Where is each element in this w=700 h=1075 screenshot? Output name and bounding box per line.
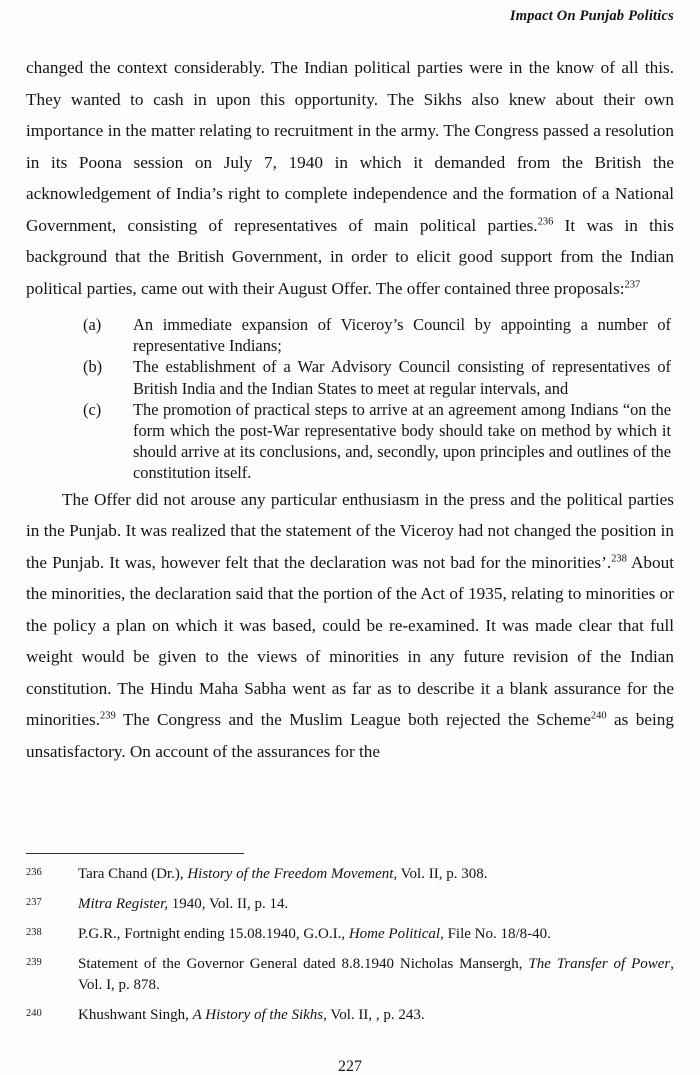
paragraph-2-text-part-1: The Offer did not arouse any particular enthusiasm in the press and the political parties in the Punjab. It was realized that the statement of the Viceroy had not changed the position in the Punjab. It was, however felt that the declaration was not bad for the minorities’. [26,489,674,572]
paragraph-1-text-part-2: It was in this background that the British Government, in order to elicit good support from the Indian political parties, came out with their August Offer. The offer contained three proposals: [26,215,674,298]
proposal-item-c [83,399,671,484]
proposal-text-c: The promotion of practical steps to arrive at an agreement among Indians “on the form which the post-War representative body should take on method by which it should arrive at its conclusions, and, secondly, upon principles and outlines of the constitution itself. [133,399,671,483]
proposal-item-a [83,314,671,356]
proposal-item-b [83,356,671,398]
footnote-text-240 [78,1005,674,1026]
proposal-text-a: An immediate expansion of Viceroy’s Council by appointing a number of representative Indians; [133,315,671,356]
footnote-239-pre: Statement of the Governor General dated 8.8.1940 Nicholas Mansergh, [78,956,529,972]
footnote-240 [26,1005,674,1026]
footnote-ref-236[interactable]: 236 [537,215,554,227]
paragraph-1-text-part-1: changed the context considerably. The Indian political parties were in the know of all this. They wanted to cash in upon this opportunity. The Sikhs also knew about their own importance in the matter relating to recruitment in the army. The Congress passed a resolution in its Poona session on July 7, 1940 in which it demanded from the British the acknowledgement of India’s right to complete independence and the formation of a National Government, consisting of representatives of main political parties. [26,58,674,235]
paragraph-2-text-part-3: The Congress and the Muslim League both rejected the Scheme [115,710,591,730]
footnote-text-238 [78,924,674,945]
footnote-number-239: 239 [26,957,42,968]
page-number: 227 [338,1058,362,1075]
footnote-number-238: 238 [26,927,42,938]
footnote-text-237 [78,894,674,915]
proposal-list [83,314,671,484]
footnote-number-237: 237 [26,897,42,908]
footnote-237-post: 1940, Vol. II, p. 14. [168,896,289,912]
footnote-ref-240[interactable]: 240 [590,710,607,722]
footnote-list [26,864,674,1035]
body-paragraph-1 [26,52,674,304]
proposal-text-b: The establishment of a War Advisory Council consisting of representatives of British India and the Indian States to meet at regular intervals, and [133,357,671,398]
footnote-separator-rule [26,853,244,854]
footnote-number-236: 236 [26,867,42,878]
footnote-236-pre: Tara Chand (Dr.), [78,866,188,882]
footnote-240-pre: Khushwant Singh, [78,1007,193,1023]
footnote-236-post: , Vol. II, p. 308. [393,866,488,882]
footnote-240-title: A History of the Sikhs, [192,1007,327,1023]
footnote-236-title: History of the Freedom Movement [187,866,394,882]
footnote-238-post: , File No. 18/8-40. [440,926,551,942]
paragraph-2-text-part-4: as being unsatisfactory. On account of the assurances for the [26,710,674,761]
footnote-ref-237[interactable]: 237 [624,278,641,290]
proposal-label-c: (c) [83,399,102,419]
body-paragraph-2 [26,484,674,768]
footnote-238-title: Home Political [348,926,441,942]
footnote-239 [26,954,674,996]
footnote-text-236 [78,864,674,885]
footnote-text-239 [78,954,674,996]
footnote-236 [26,864,674,885]
footnote-ref-239[interactable]: 239 [100,710,116,722]
running-header: Impact On Punjab Politics [509,8,674,24]
main-text-column [26,52,674,767]
footnote-237 [26,894,674,915]
footnote-240-post: Vol. II, , p. 243. [326,1007,425,1023]
footnote-237-title: Mitra Register, [78,896,168,912]
proposal-label-a: (a) [83,315,102,334]
footnote-238-pre: P.G.R., Fortnight ending 15.08.1940, G.O.I., [78,926,349,942]
footnote-ref-238[interactable]: 238 [611,552,627,564]
footnote-239-title: The Transfer of Power [528,956,671,972]
footnote-238 [26,924,674,945]
footnote-239-post: , Vol. I, p. 878. [78,956,674,993]
footnote-number-240: 240 [26,1008,42,1019]
proposal-label-b: (b) [83,357,103,377]
paragraph-2-text-part-2: About the minorities, the declaration said that the portion of the Act of 1935, relating to minorities or the policy a plan on which it was based, could be re-examined. It was made clear that full weight would be given to the views of minorities in any future revision of the Indian constitution. The Hindu Maha Sabha went as far as to describe it a blank assurance for the minorities. [26,552,674,730]
